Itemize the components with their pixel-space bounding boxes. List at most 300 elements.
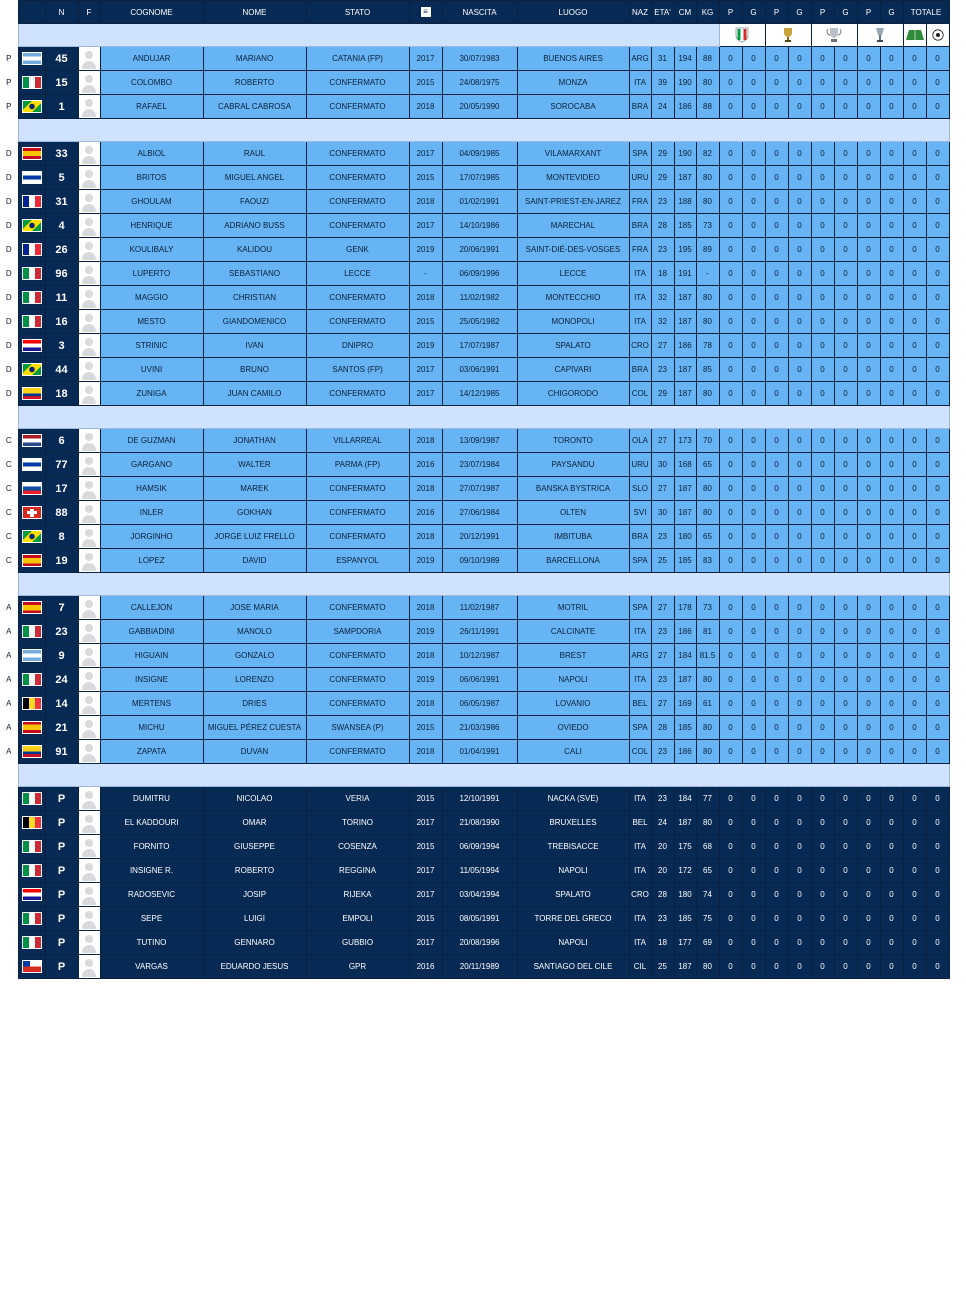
shirt-number-cell: P <box>45 955 78 979</box>
name-cell: IVAN <box>203 334 306 358</box>
stat-cell: 0 <box>742 142 765 166</box>
photo-cell[interactable] <box>78 71 100 95</box>
name-cell: JUAN CAMILO <box>203 382 306 406</box>
stat-cell: 0 <box>880 692 903 716</box>
player-row[interactable] <box>0 668 949 692</box>
stat-cell: 0 <box>880 477 903 501</box>
photo-cell[interactable] <box>78 931 100 955</box>
birthdate-cell: 17/07/1987 <box>442 334 517 358</box>
stat-cell: 0 <box>788 787 811 811</box>
section-divider-row <box>0 406 949 429</box>
contract-year-cell: 2019 <box>409 668 442 692</box>
photo-cell[interactable] <box>78 142 100 166</box>
contract-year-cell: 2018 <box>409 644 442 668</box>
stat-cell: 0 <box>926 907 949 931</box>
weight-cell: 65 <box>696 859 719 883</box>
stat-header[interactable]: G <box>834 1 857 24</box>
stat-header[interactable]: G <box>742 1 765 24</box>
weight-cell: 80 <box>696 955 719 979</box>
weight-cell: 80 <box>696 190 719 214</box>
shirt-number-cell: P <box>45 931 78 955</box>
weight-cell: 77 <box>696 787 719 811</box>
surname-cell: ALBIOL <box>100 142 203 166</box>
player-row[interactable] <box>0 166 949 190</box>
birthdate-cell: 17/07/1985 <box>442 166 517 190</box>
photo-cell[interactable] <box>78 883 100 907</box>
stat-cell: 0 <box>926 190 949 214</box>
player-row[interactable] <box>0 955 949 979</box>
stat-cell: 0 <box>834 142 857 166</box>
stat-cell: 0 <box>903 47 926 71</box>
player-photo-placeholder-icon <box>79 956 99 978</box>
role-cell: A <box>0 644 18 668</box>
flag-cell <box>18 525 45 549</box>
stat-header[interactable]: P <box>765 1 788 24</box>
section-divider-row <box>0 119 949 142</box>
flag-cell <box>18 214 45 238</box>
birthplace-cell: TREBISACCE <box>517 835 629 859</box>
stat-cell: 0 <box>857 787 880 811</box>
photo-cell[interactable] <box>78 716 100 740</box>
birthplace-cell: NAPOLI <box>517 668 629 692</box>
photo-cell[interactable] <box>78 525 100 549</box>
shirt-number-cell: 16 <box>45 310 78 334</box>
player-row[interactable] <box>0 835 949 859</box>
stat-cell: 0 <box>765 811 788 835</box>
weight-cell: 74 <box>696 883 719 907</box>
stat-cell: 0 <box>880 955 903 979</box>
stat-cell: 0 <box>857 286 880 310</box>
flag-cell <box>18 549 45 573</box>
photo-cell[interactable] <box>78 166 100 190</box>
player-row[interactable] <box>0 453 949 477</box>
nation-flag-icon <box>23 841 41 852</box>
photo-cell[interactable] <box>78 955 100 979</box>
nation-flag-icon <box>23 937 41 948</box>
stat-cell: 0 <box>811 453 834 477</box>
status-cell: VILLARREAL <box>306 429 409 453</box>
age-cell: 30 <box>651 501 674 525</box>
player-row[interactable] <box>0 549 949 573</box>
photo-cell[interactable] <box>78 214 100 238</box>
stat-cell: 0 <box>880 262 903 286</box>
stat-cell: 0 <box>834 334 857 358</box>
birthdate-cell: 03/06/1991 <box>442 358 517 382</box>
player-photo-placeholder-icon <box>79 167 99 189</box>
shirt-number-cell: 11 <box>45 286 78 310</box>
stat-cell: 0 <box>880 931 903 955</box>
nationality-cell: FRA <box>629 238 651 262</box>
stat-cell: 0 <box>788 549 811 573</box>
birthdate-cell: 14/10/1986 <box>442 214 517 238</box>
stat-cell: 0 <box>742 883 765 907</box>
player-row[interactable] <box>0 262 949 286</box>
nation-flag-icon <box>23 244 41 255</box>
stat-cell: 0 <box>834 787 857 811</box>
birthplace-cell: LECCE <box>517 262 629 286</box>
status-cell: EMPOLI <box>306 907 409 931</box>
photo-cell[interactable] <box>78 238 100 262</box>
player-photo-placeholder-icon <box>79 693 99 715</box>
stat-cell: 0 <box>719 310 742 334</box>
stat-header[interactable]: G <box>788 1 811 24</box>
stat-header[interactable]: P <box>811 1 834 24</box>
stat-cell: 0 <box>857 214 880 238</box>
shirt-number-cell: 18 <box>45 382 78 406</box>
shirt-number-cell: 17 <box>45 477 78 501</box>
player-row[interactable] <box>0 883 949 907</box>
player-row[interactable] <box>0 429 949 453</box>
stat-cell: 0 <box>857 620 880 644</box>
stat-cell: 0 <box>742 740 765 764</box>
height-cell: 177 <box>674 931 696 955</box>
stat-cell: 0 <box>788 334 811 358</box>
flag-cell <box>18 907 45 931</box>
height-cell: 190 <box>674 142 696 166</box>
stat-cell: 0 <box>765 477 788 501</box>
age-cell: 28 <box>651 214 674 238</box>
contract-year-cell: 2018 <box>409 286 442 310</box>
role-cell: D <box>0 334 18 358</box>
stat-cell: 0 <box>742 334 765 358</box>
nationality-header[interactable]: NAZ <box>629 1 651 24</box>
status-cell: ESPANYOL <box>306 549 409 573</box>
birthplace-cell: BRUXELLES <box>517 811 629 835</box>
player-row[interactable] <box>0 525 949 549</box>
stat-cell: 0 <box>742 286 765 310</box>
nation-flag-icon <box>23 459 41 470</box>
photo-cell[interactable] <box>78 596 100 620</box>
birthdate-cell: 01/02/1991 <box>442 190 517 214</box>
player-row[interactable] <box>0 190 949 214</box>
player-row[interactable] <box>0 334 949 358</box>
stat-cell: 0 <box>765 334 788 358</box>
flag-cell <box>18 238 45 262</box>
age-cell: 31 <box>651 47 674 71</box>
stat-cell: 0 <box>811 238 834 262</box>
height-cell: 187 <box>674 382 696 406</box>
stat-cell: 0 <box>834 358 857 382</box>
player-photo-placeholder-icon <box>79 741 99 763</box>
stat-cell: 0 <box>742 71 765 95</box>
player-photo-placeholder-icon <box>79 717 99 739</box>
birthplace-cell: PAYSANDU <box>517 453 629 477</box>
stat-cell: 0 <box>742 453 765 477</box>
player-row[interactable] <box>0 238 949 262</box>
photo-cell[interactable] <box>78 190 100 214</box>
nation-flag-icon <box>23 531 41 542</box>
player-row[interactable] <box>0 286 949 310</box>
photo-cell[interactable] <box>78 429 100 453</box>
shirt-number-cell: P <box>45 859 78 883</box>
nationality-cell: URU <box>629 166 651 190</box>
stat-cell: 0 <box>811 859 834 883</box>
weight-cell: 80 <box>696 382 719 406</box>
player-row[interactable] <box>0 859 949 883</box>
contract-year-cell: 2017 <box>409 811 442 835</box>
nationality-cell: BRA <box>629 214 651 238</box>
photo-cell[interactable] <box>78 310 100 334</box>
player-photo-placeholder-icon <box>79 788 99 810</box>
stat-cell: 0 <box>880 787 903 811</box>
height-cell: 187 <box>674 358 696 382</box>
stat-cell: 0 <box>719 692 742 716</box>
photo-cell[interactable] <box>78 382 100 406</box>
name-cell: SEBASTIANO <box>203 262 306 286</box>
stat-cell: 0 <box>903 644 926 668</box>
age-cell: 30 <box>651 453 674 477</box>
contract-year-cell: 2015 <box>409 310 442 334</box>
weight-cell: 80 <box>696 811 719 835</box>
stat-cell: 0 <box>926 835 949 859</box>
age-cell: 39 <box>651 71 674 95</box>
stat-cell: 0 <box>719 262 742 286</box>
photo-cell[interactable] <box>78 286 100 310</box>
stat-cell: 0 <box>788 501 811 525</box>
nation-flag-icon <box>23 650 41 661</box>
name-cell: ADRIANO BUSS <box>203 214 306 238</box>
player-row[interactable] <box>0 71 949 95</box>
contract-year-cell: 2018 <box>409 429 442 453</box>
stat-cell: 0 <box>765 453 788 477</box>
stat-cell: 0 <box>811 716 834 740</box>
stat-cell: 0 <box>880 334 903 358</box>
stat-cell: 0 <box>788 142 811 166</box>
age-cell: 29 <box>651 142 674 166</box>
surname-header[interactable]: COGNOME <box>100 1 203 24</box>
shirt-number-cell: 23 <box>45 620 78 644</box>
nation-flag-icon <box>23 292 41 303</box>
stat-cell: 0 <box>765 883 788 907</box>
photo-cell[interactable] <box>78 95 100 119</box>
player-row[interactable] <box>0 740 949 764</box>
stat-cell: 0 <box>857 358 880 382</box>
birthdate-cell: 11/02/1987 <box>442 596 517 620</box>
player-row[interactable] <box>0 596 949 620</box>
name-header[interactable]: NOME <box>203 1 306 24</box>
stat-cell: 0 <box>926 859 949 883</box>
section-divider <box>18 119 949 142</box>
total-header[interactable]: TOTALE <box>903 1 949 24</box>
photo-cell[interactable] <box>78 358 100 382</box>
stat-cell: 0 <box>811 883 834 907</box>
photo-cell[interactable] <box>78 835 100 859</box>
player-row[interactable] <box>0 620 949 644</box>
photo-cell[interactable] <box>78 549 100 573</box>
height-cell: 175 <box>674 835 696 859</box>
stat-cell: 0 <box>811 477 834 501</box>
stat-header[interactable]: P <box>857 1 880 24</box>
stat-cell: 0 <box>834 95 857 119</box>
stat-cell: 0 <box>719 47 742 71</box>
role-cell: D <box>0 166 18 190</box>
player-row[interactable] <box>0 95 949 119</box>
player-row[interactable] <box>0 907 949 931</box>
weight-cell: 81.5 <box>696 644 719 668</box>
stat-cell: 0 <box>903 310 926 334</box>
photo-cell[interactable] <box>78 668 100 692</box>
photo-cell[interactable] <box>78 859 100 883</box>
height-header[interactable]: CM <box>674 1 696 24</box>
birthdate-cell: 11/02/1982 <box>442 286 517 310</box>
player-row[interactable] <box>0 47 949 71</box>
stat-cell: 0 <box>903 477 926 501</box>
status-cell: VERIA <box>306 787 409 811</box>
name-cell: DAVID <box>203 549 306 573</box>
status-cell: COSENZA <box>306 835 409 859</box>
player-row[interactable] <box>0 692 949 716</box>
champions-league-icon <box>826 27 842 43</box>
stat-cell: 0 <box>719 71 742 95</box>
nationality-cell: SPA <box>629 549 651 573</box>
status-cell: REGGINA <box>306 859 409 883</box>
photo-cell[interactable] <box>78 907 100 931</box>
birthdate-cell: 27/07/1987 <box>442 477 517 501</box>
height-cell: 180 <box>674 883 696 907</box>
age-header[interactable]: ETA' <box>651 1 674 24</box>
player-row[interactable] <box>0 644 949 668</box>
stat-cell: 0 <box>834 811 857 835</box>
stat-cell: 0 <box>857 668 880 692</box>
status-header[interactable]: STATO <box>306 1 409 24</box>
number-header[interactable]: N <box>45 1 78 24</box>
photo-header[interactable]: F <box>78 1 100 24</box>
contract-year-cell: 2018 <box>409 692 442 716</box>
contract-year-cell: 2018 <box>409 95 442 119</box>
weight-cell: 75 <box>696 907 719 931</box>
stat-cell: 0 <box>811 429 834 453</box>
role-cell: P <box>0 71 18 95</box>
stat-cell: 0 <box>926 716 949 740</box>
stat-cell: 0 <box>926 47 949 71</box>
stat-header[interactable]: G <box>880 1 903 24</box>
competition-icons-row <box>0 24 949 47</box>
stat-cell: 0 <box>811 931 834 955</box>
player-row[interactable] <box>0 501 949 525</box>
shirt-number-cell: 9 <box>45 644 78 668</box>
stat-cell: 0 <box>811 358 834 382</box>
nationality-cell: SVI <box>629 501 651 525</box>
stat-cell: 0 <box>742 214 765 238</box>
player-row[interactable] <box>0 477 949 501</box>
stat-cell: 0 <box>903 334 926 358</box>
role-cell: A <box>0 668 18 692</box>
birthplace-cell: NAPOLI <box>517 859 629 883</box>
photo-cell[interactable] <box>78 644 100 668</box>
weight-header[interactable]: KG <box>696 1 719 24</box>
player-row[interactable] <box>0 811 949 835</box>
photo-cell[interactable] <box>78 811 100 835</box>
nation-flag-icon <box>23 196 41 207</box>
stat-cell: 0 <box>834 190 857 214</box>
surname-cell: VARGAS <box>100 955 203 979</box>
photo-cell[interactable] <box>78 477 100 501</box>
player-row[interactable] <box>0 214 949 238</box>
player-row[interactable] <box>0 310 949 334</box>
photo-cell[interactable] <box>78 334 100 358</box>
birthdate-cell: 20/12/1991 <box>442 525 517 549</box>
stat-cell: 0 <box>788 214 811 238</box>
photo-cell[interactable] <box>78 787 100 811</box>
stat-cell: 0 <box>788 716 811 740</box>
stat-cell: 0 <box>834 740 857 764</box>
birthdate-cell: 21/03/1986 <box>442 716 517 740</box>
stat-cell: 0 <box>834 166 857 190</box>
height-cell: 194 <box>674 47 696 71</box>
shirt-number-cell: 5 <box>45 166 78 190</box>
stat-cell: 0 <box>719 95 742 119</box>
stat-cell: 0 <box>880 501 903 525</box>
stat-cell: 0 <box>811 501 834 525</box>
photo-cell[interactable] <box>78 47 100 71</box>
player-row[interactable] <box>0 931 949 955</box>
photo-cell[interactable] <box>78 620 100 644</box>
birthdate-cell: 06/05/1987 <box>442 692 517 716</box>
photo-cell[interactable] <box>78 740 100 764</box>
nation-flag-icon <box>23 316 41 327</box>
stat-cell: 0 <box>719 166 742 190</box>
stat-cell: 0 <box>719 883 742 907</box>
stat-cell: 0 <box>742 668 765 692</box>
roster-body <box>0 1 949 979</box>
stat-cell: 0 <box>742 47 765 71</box>
player-row[interactable] <box>0 787 949 811</box>
stat-cell: 0 <box>926 787 949 811</box>
stat-cell: 0 <box>926 955 949 979</box>
contract-year-cell: 2015 <box>409 787 442 811</box>
name-cell: BRUNO <box>203 358 306 382</box>
photo-cell[interactable] <box>78 453 100 477</box>
player-row[interactable] <box>0 382 949 406</box>
stat-cell: 0 <box>834 955 857 979</box>
stat-cell: 0 <box>834 238 857 262</box>
birthplace-cell: MONZA <box>517 71 629 95</box>
player-photo-placeholder-icon <box>79 287 99 309</box>
contract-year-header[interactable] <box>409 1 442 24</box>
nation-flag-icon <box>23 865 41 876</box>
birthdate-header[interactable]: NASCITA <box>442 1 517 24</box>
photo-cell[interactable] <box>78 692 100 716</box>
player-row[interactable] <box>0 716 949 740</box>
stat-cell: 0 <box>857 262 880 286</box>
stat-cell: 0 <box>788 644 811 668</box>
birthdate-cell: 08/05/1991 <box>442 907 517 931</box>
height-cell: 186 <box>674 740 696 764</box>
stat-cell: 0 <box>903 190 926 214</box>
height-cell: 187 <box>674 310 696 334</box>
stat-cell: 0 <box>719 214 742 238</box>
shirt-number-cell: P <box>45 811 78 835</box>
birthplace-header[interactable]: LUOGO <box>517 1 629 24</box>
section-divider-row <box>0 573 949 596</box>
stat-cell: 0 <box>903 142 926 166</box>
player-row[interactable] <box>0 358 949 382</box>
player-photo-placeholder-icon <box>79 48 99 70</box>
role-cell: C <box>0 453 18 477</box>
stat-cell: 0 <box>788 955 811 979</box>
surname-cell: HAMSIK <box>100 477 203 501</box>
height-cell: 195 <box>674 238 696 262</box>
age-cell: 23 <box>651 668 674 692</box>
photo-cell[interactable] <box>78 501 100 525</box>
role-cell: D <box>0 286 18 310</box>
stat-header[interactable]: P <box>719 1 742 24</box>
photo-cell[interactable] <box>78 262 100 286</box>
stat-cell: 0 <box>926 883 949 907</box>
player-row[interactable] <box>0 142 949 166</box>
contract-year-cell: 2015 <box>409 716 442 740</box>
birthdate-cell: 23/07/1984 <box>442 453 517 477</box>
